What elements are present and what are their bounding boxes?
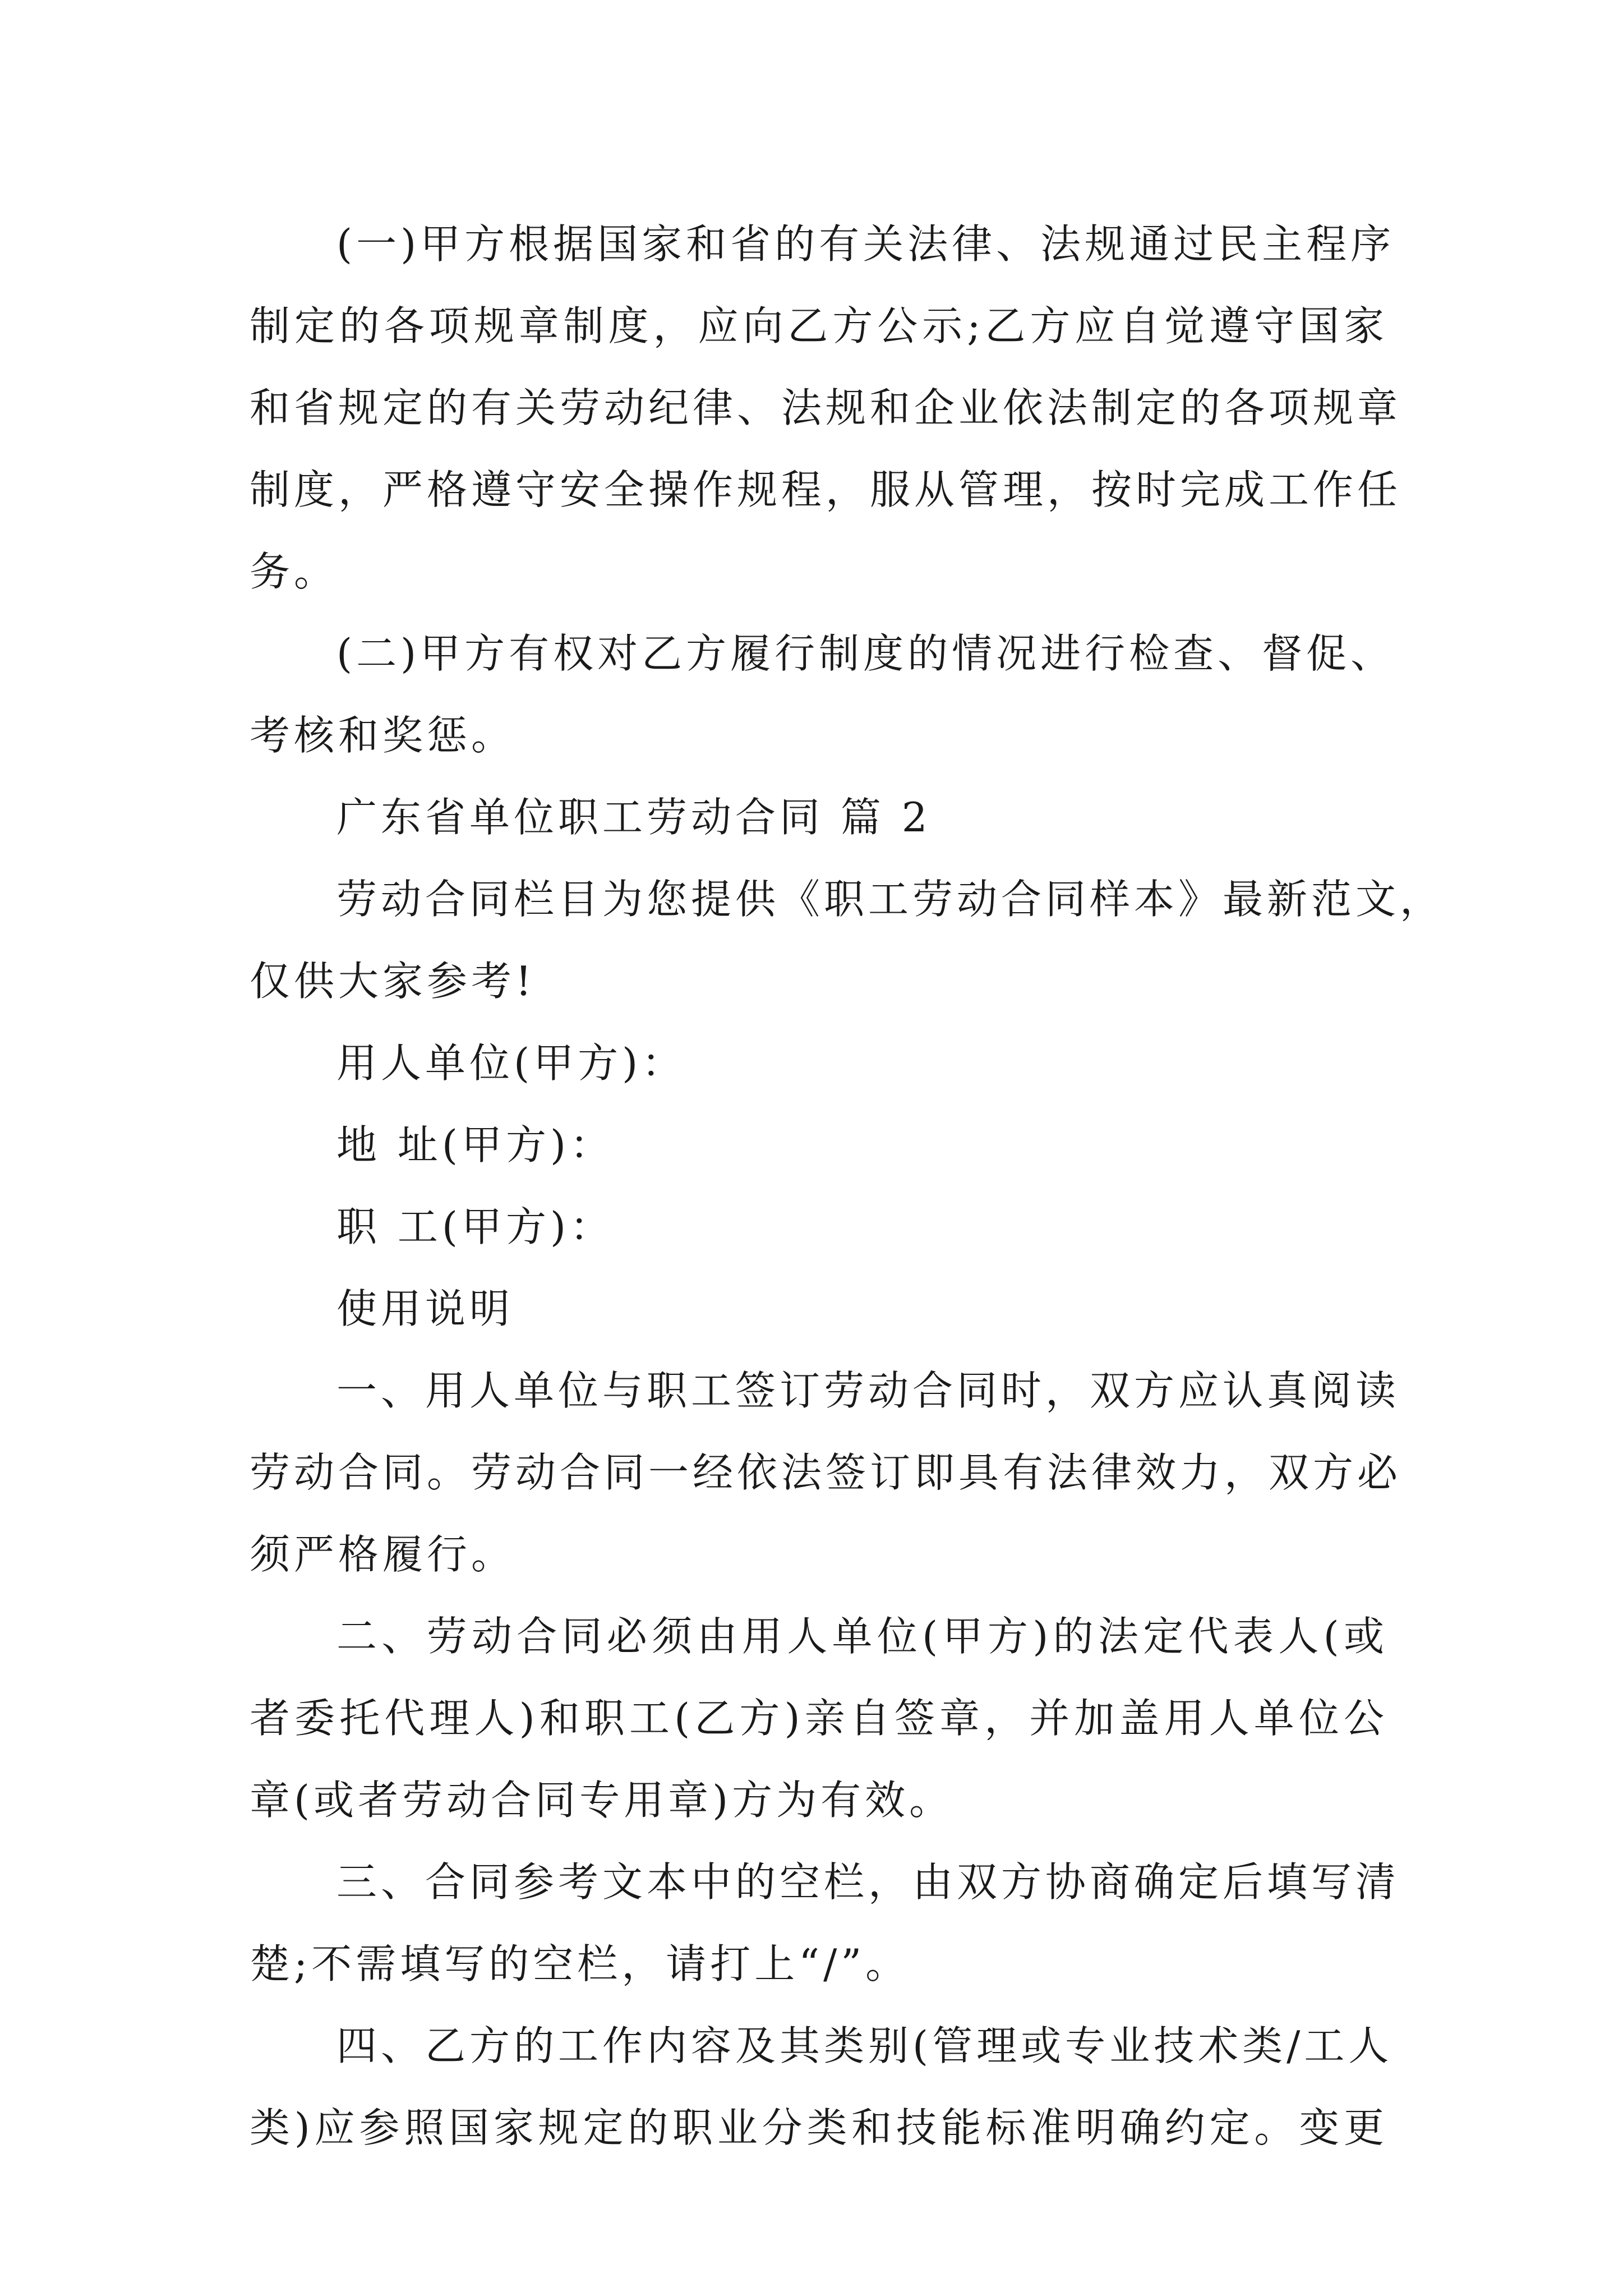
text-line: 章(或者劳动合同专用章)方为有效。 [250,1777,954,1824]
text-line: 和省规定的有关劳动纪律、法规和企业依法制定的各项规章 [250,384,1402,431]
text-line: 制定的各项规章制度，应向乙方公示;乙方应自觉遵守国家 [250,302,1388,349]
text-line: 三、合同参考文本中的空栏，由双方协商确定后填写清 [336,1858,1400,1906]
text-line: 职 工(甲方)： [336,1203,615,1250]
text-line: 地 址(甲方)： [336,1121,615,1168]
section-heading: 广东省单位职工劳动合同 篇 2 [336,794,932,841]
text-line: 楚;不需填写的空栏，请打上“/”。 [250,1940,910,1987]
text-line: 者委托代理人)和职工(乙方)亲自签章，并加盖用人单位公 [250,1695,1388,1742]
text-line: 劳动合同。劳动合同一经依法签订即具有法律效力，双方必 [250,1449,1402,1496]
text-line: 仅供大家参考! [250,958,536,1005]
text-line: 制度，严格遵守安全操作规程，服从管理，按时完成工作任 [250,466,1402,513]
text-line: 须严格履行。 [250,1531,516,1578]
text-line: 四、乙方的工作内容及其类别(管理或专业技术类/工人 [336,2022,1393,2069]
text-line: (二)甲方有权对乙方履行制度的情况进行检查、督促、 [336,630,1395,677]
text-line: 用人单位(甲方)： [336,1039,686,1087]
text-line: (一)甲方根据国家和省的有关法律、法规通过民主程序 [336,220,1395,268]
text-line: 二、劳动合同必须由用人单位(甲方)的法定代表人(或 [336,1613,1388,1660]
text-line: 一、用人单位与职工签订劳动合同时，双方应认真阅读 [336,1367,1400,1414]
text-line: 务。 [250,548,339,595]
text-line: 劳动合同栏目为您提供《职工劳动合同样本》最新范文， [336,876,1445,923]
text-line: 类)应参照国家规定的职业分类和技能标准明确约定。变更 [250,2104,1388,2151]
text-line: 使用说明 [336,1285,514,1332]
text-line: 考核和奖惩。 [250,712,516,759]
